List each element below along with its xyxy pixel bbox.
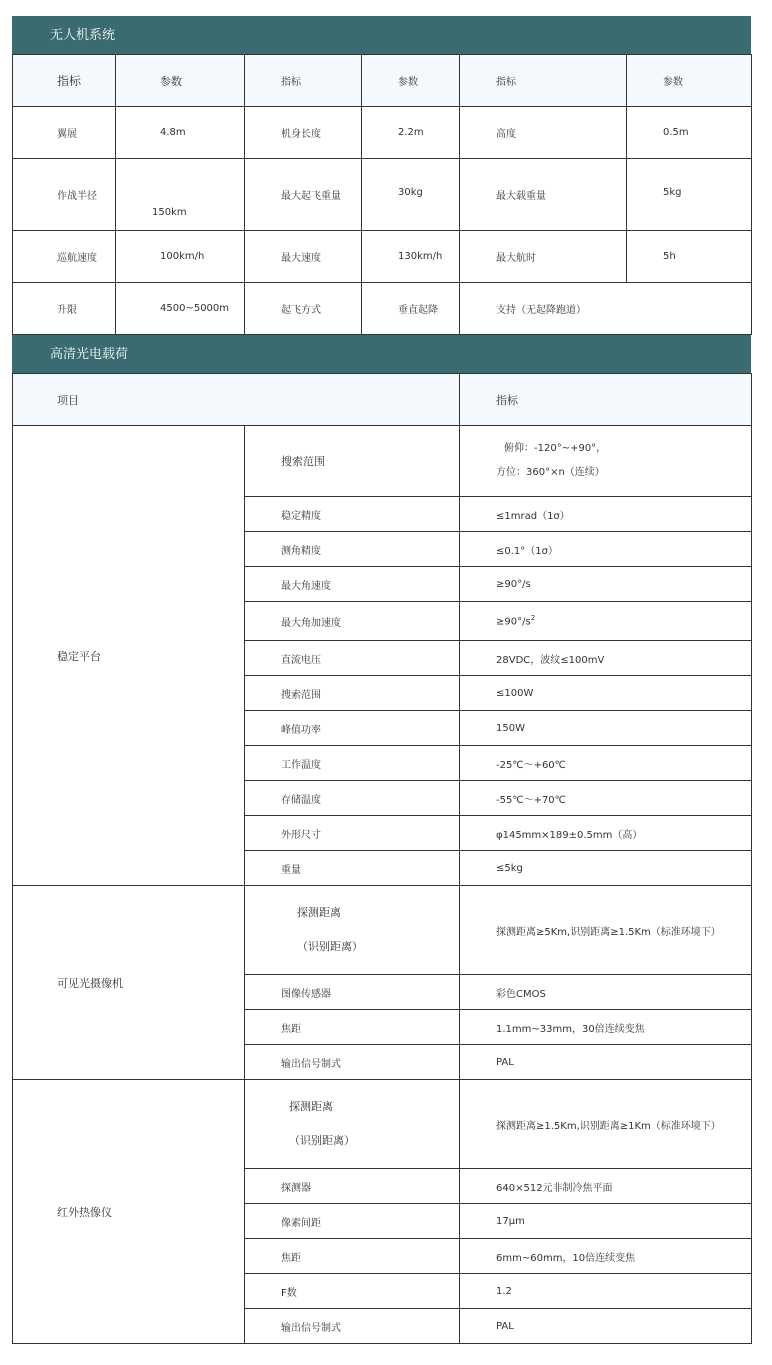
param-value: 1.1mm~33mm，30倍连续变焦 [460, 1010, 752, 1045]
value-cell: 2.2m [362, 107, 460, 159]
param-value-line: 俯仰：-120°~+90°， [504, 443, 607, 454]
param-value: -55℃～+70℃ [460, 781, 752, 816]
param-value: 6mm~60mm，10倍连续变焦 [460, 1239, 752, 1274]
param-label: 测角精度 [245, 532, 460, 567]
group-label: 可见光摄像机 [13, 886, 245, 1080]
param-value [460, 426, 752, 497]
param-value: 28VDC，波纹≤100mV [460, 641, 752, 676]
section-title-eo-payload: 高清光电载荷 [12, 335, 751, 373]
metric-cell: 最大航时 [460, 231, 627, 283]
metric-cell: 升限 [13, 283, 116, 335]
value-cell: 0.5m [627, 107, 752, 159]
param-value-text: ≥90°/s [496, 616, 531, 628]
table-header-row [13, 374, 752, 426]
table-row [13, 159, 752, 231]
table-header-row [13, 55, 752, 107]
param-label: 存储温度 [245, 781, 460, 816]
param-value: ≥90°/s [460, 567, 752, 602]
param-value: ≤100W [460, 676, 752, 711]
param-label-line: 探测距离 [289, 1100, 333, 1113]
value-cell: 5kg [627, 159, 752, 231]
section-title-uav-system: 无人机系统 [12, 16, 751, 54]
value-cell: 4.8m [116, 107, 245, 159]
param-value: 17μm [460, 1204, 752, 1239]
param-value: -25℃～+60℃ [460, 746, 752, 781]
eo-payload-table [12, 373, 752, 1344]
param-value: 640×512元非制冷焦平面 [460, 1169, 752, 1204]
value-cell: 30kg [362, 159, 460, 231]
param-value-line: 方位：360°×n（连续） [496, 467, 605, 478]
header-cell-item: 项目 [13, 374, 460, 426]
param-value: ≤5kg [460, 851, 752, 886]
metric-cell: 最大载重量 [460, 159, 627, 231]
metric-cell: 作战半径 [13, 159, 116, 231]
param-value: PAL [460, 1045, 752, 1080]
header-cell: 指标 [245, 55, 362, 107]
param-label: 稳定精度 [245, 497, 460, 532]
param-label: 工作温度 [245, 746, 460, 781]
param-value: ≤0.1°（1σ） [460, 532, 752, 567]
metric-cell: 最大起飞重量 [245, 159, 362, 231]
group-label: 稳定平台 [13, 426, 245, 886]
param-label-line: （识别距离） [289, 1134, 355, 1147]
param-value: 探测距离≥1.5Km,识别距离≥1Km（标准环境下） [460, 1080, 752, 1169]
param-value [460, 602, 752, 641]
superscript: 2 [530, 614, 536, 623]
header-cell: 参数 [362, 55, 460, 107]
param-value: 探测距离≥5Km,识别距离≥1.5Km（标准环境下） [460, 886, 752, 975]
param-value: PAL [460, 1309, 752, 1344]
uav-spec-table [12, 54, 752, 335]
param-label [245, 886, 460, 975]
param-label: 探测器 [245, 1169, 460, 1204]
param-label: 输出信号制式 [245, 1045, 460, 1080]
table-row [13, 283, 752, 335]
group-label: 红外热像仪 [13, 1080, 245, 1344]
param-label: 搜索范围 [245, 426, 460, 497]
param-label: 像素间距 [245, 1204, 460, 1239]
value-cell: 100km/h [116, 231, 245, 283]
header-cell: 指标 [13, 55, 116, 107]
metric-cell: 支持（无起降跑道） [460, 283, 752, 335]
param-label: 峰值功率 [245, 711, 460, 746]
table-row [13, 1080, 752, 1169]
header-cell: 指标 [460, 55, 627, 107]
param-label: 搜索范围 [245, 676, 460, 711]
param-value: 1.2 [460, 1274, 752, 1309]
metric-cell: 高度 [460, 107, 627, 159]
metric-cell: 翼展 [13, 107, 116, 159]
param-value: 彩色CMOS [460, 975, 752, 1010]
param-label: 焦距 [245, 1010, 460, 1045]
value-cell: 130km/h [362, 231, 460, 283]
param-label: 外形尺寸 [245, 816, 460, 851]
param-label-line: （识别距离） [297, 940, 363, 953]
value-cell: 垂直起降 [362, 283, 460, 335]
header-cell: 参数 [627, 55, 752, 107]
param-value: 150W [460, 711, 752, 746]
spec-document [12, 16, 751, 1344]
param-value: ≤1mrad（1σ） [460, 497, 752, 532]
param-value: φ145mm×189±0.5mm（高） [460, 816, 752, 851]
value-cell: 4500~5000m [116, 283, 245, 335]
header-cell-spec: 指标 [460, 374, 752, 426]
param-label [245, 1080, 460, 1169]
param-label: F数 [245, 1274, 460, 1309]
header-cell: 参数 [116, 55, 245, 107]
metric-cell: 起飞方式 [245, 283, 362, 335]
table-row [13, 426, 752, 497]
param-label: 最大角加速度 [245, 602, 460, 641]
metric-cell: 巡航速度 [13, 231, 116, 283]
param-label: 输出信号制式 [245, 1309, 460, 1344]
table-row [13, 107, 752, 159]
metric-cell: 最大速度 [245, 231, 362, 283]
param-label: 最大角速度 [245, 567, 460, 602]
param-label: 直流电压 [245, 641, 460, 676]
metric-cell: 机身长度 [245, 107, 362, 159]
value-cell: 5h [627, 231, 752, 283]
table-row [13, 231, 752, 283]
param-label: 重量 [245, 851, 460, 886]
table-row [13, 886, 752, 975]
param-label: 焦距 [245, 1239, 460, 1274]
param-label-line: 探测距离 [297, 906, 341, 919]
value-cell: 150km [116, 159, 245, 231]
param-label: 图像传感器 [245, 975, 460, 1010]
